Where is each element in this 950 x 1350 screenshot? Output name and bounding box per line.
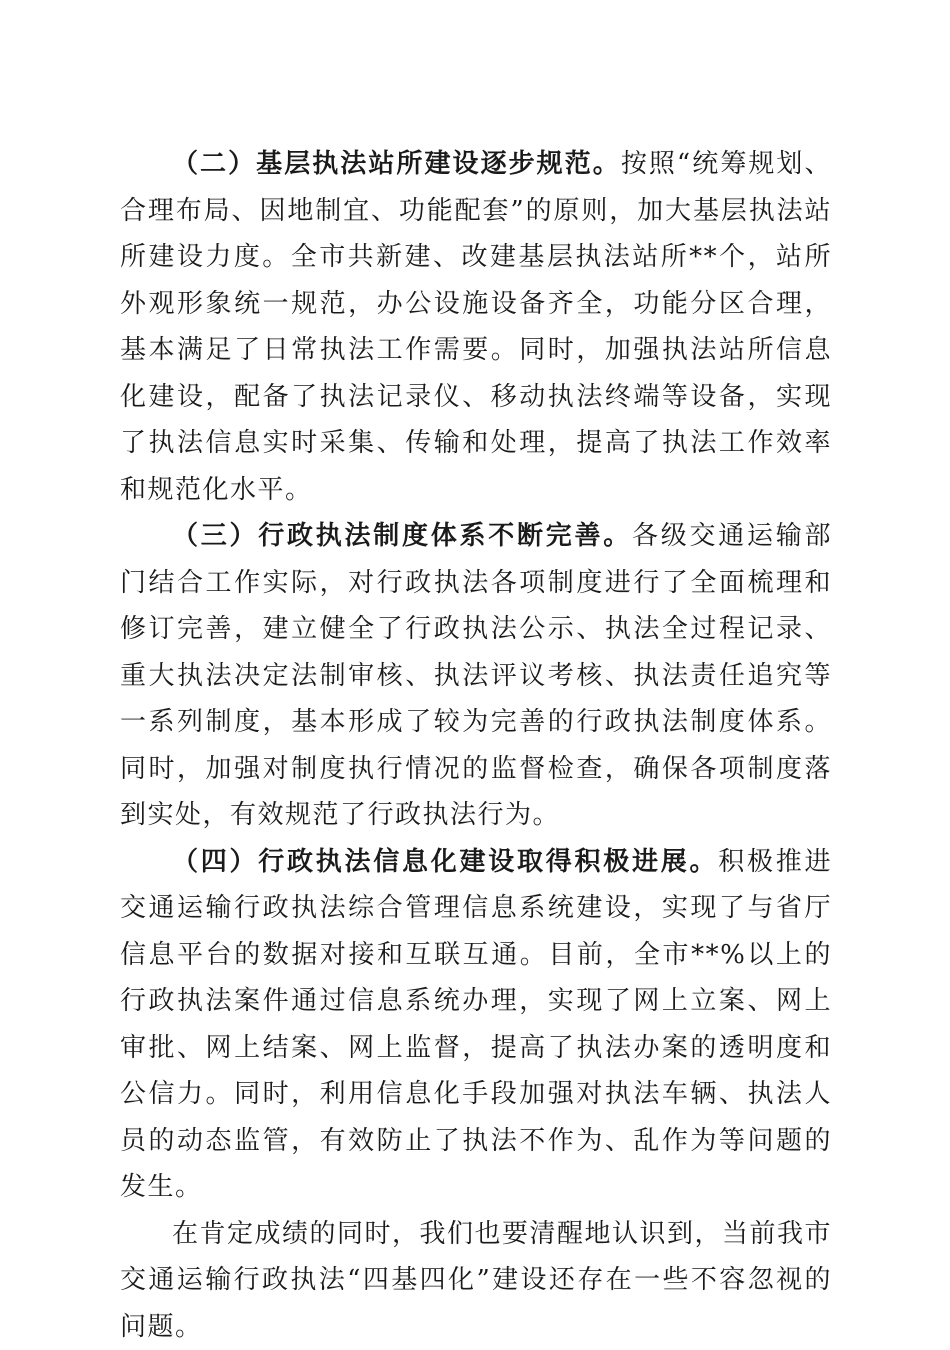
paragraph-text: 在肯定成绩的同时，我们也要清醒地认识到，当前我市交通运输行政执法“四基四化”建设还存在一些不容忽视的问题。 — [120, 1219, 832, 1342]
paragraph-text: 按照“统筹规划、合理布局、因地制宜、功能配套”的原则，加大基层执法站所建设力度。全市共新建、改建基层执法站所**个，站所外观形象统一规范，办公设施设备齐全，功能分区合理，基本满足了日常执法工作需要。同时，加强执法站所信息化建设，配备了执法记录仪、移动执法终端等设备，实现了执法信息实时采集、传输和处理，提高了执法工作效率和规范化水平。 — [120, 149, 832, 505]
document-body — [120, 141, 832, 1350]
paragraph-problems-intro — [120, 1211, 832, 1350]
paragraph-informatization — [120, 839, 832, 1211]
paragraph-text: 各级交通运输部门结合工作实际，对行政执法各项制度进行了全面梳理和修订完善，建立健全了行政执法公示、执法全过程记录、重大执法决定法制审核、执法评议考核、执法责任追究等一系列制度，基本形成了较为完善的行政执法制度体系。同时，加强对制度执行情况的监督检查，确保各项制度落到实处，有效规范了行政执法行为。 — [120, 521, 832, 830]
paragraph-institution-system — [120, 513, 832, 839]
paragraph-text: 积极推进交通运输行政执法综合管理信息系统建设，实现了与省厅信息平台的数据对接和互联互通。目前，全市**%以上的行政执法案件通过信息系统办理，实现了网上立案、网上审批、网上结案、网上监督，提高了执法办案的透明度和公信力。同时，利用信息化手段加强对执法车辆、执法人员的动态监管，有效防止了执法不作为、乱作为等问题的发生。 — [120, 847, 832, 1203]
paragraph-station-construction — [120, 141, 832, 513]
paragraph-heading: （二）基层执法站所建设逐步规范。 — [172, 149, 621, 179]
paragraph-heading: （四）行政执法信息化建设取得积极进展。 — [172, 847, 718, 877]
paragraph-heading: （三）行政执法制度体系不断完善。 — [172, 521, 632, 551]
